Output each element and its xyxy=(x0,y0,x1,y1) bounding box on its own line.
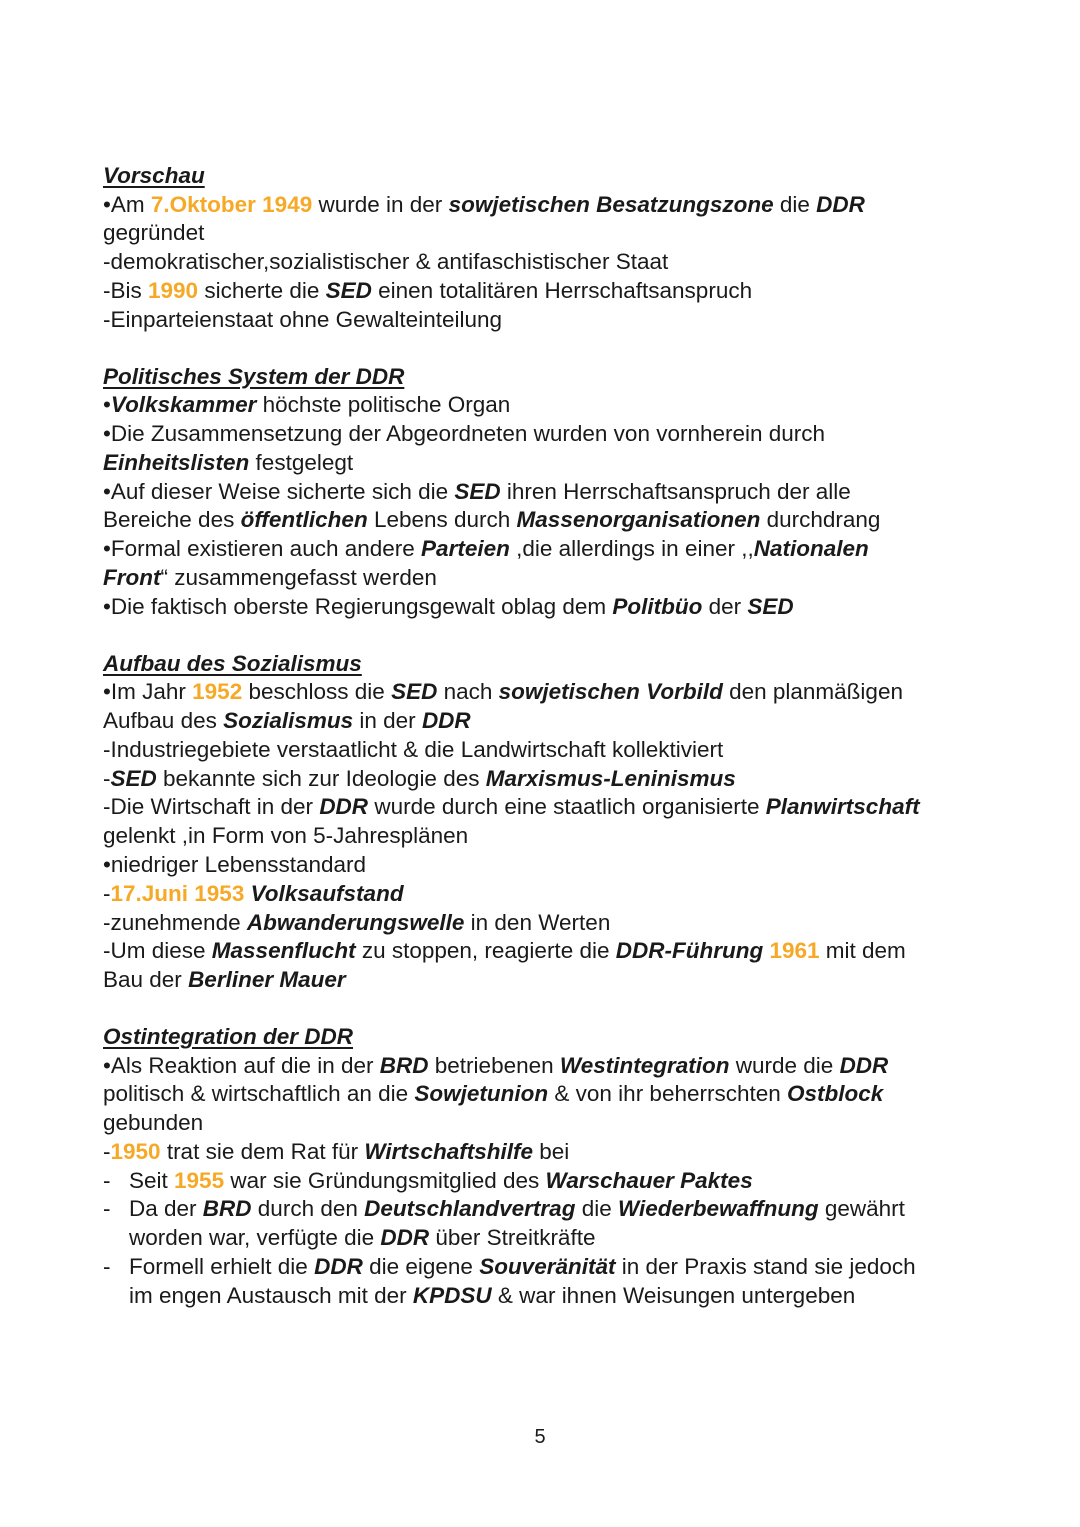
text-line xyxy=(103,593,983,622)
text-line xyxy=(103,678,983,707)
emphasis-term: Wirtschaftshilfe xyxy=(364,1138,533,1164)
text-run: die xyxy=(575,1196,618,1222)
text-line xyxy=(103,1052,983,1081)
text-run: -demokratischer,sozialistischer & antifaschistischer Staat xyxy=(103,249,669,275)
emphasis-term: DDR xyxy=(816,191,865,217)
text-run: wurde in der xyxy=(312,191,449,217)
text-run: sicherte die xyxy=(198,277,326,303)
text-line xyxy=(103,765,983,794)
emphasis-term: Front xyxy=(103,564,161,590)
text-run: betriebenen xyxy=(428,1052,560,1078)
text-run: worden war, verfügte die xyxy=(129,1225,381,1251)
section xyxy=(103,650,983,995)
text-line xyxy=(103,707,983,736)
page-number: 5 xyxy=(534,1426,546,1448)
text-run: Lebens durch xyxy=(367,507,517,533)
section xyxy=(103,1023,983,1311)
text-line xyxy=(103,851,983,880)
text-run: Formell erhielt die xyxy=(129,1254,315,1280)
text-run: -Bis xyxy=(103,277,148,303)
emphasis-term: KPDSU xyxy=(412,1282,492,1308)
text-run: Seit xyxy=(129,1167,175,1193)
text-line xyxy=(103,248,983,277)
emphasis-term: SED xyxy=(391,679,438,705)
emphasis-term: öffentlichen xyxy=(240,507,368,533)
text-run: - xyxy=(103,765,111,791)
text-run: wurde durch eine staatlich organisierte xyxy=(368,794,766,820)
text-run: trat sie dem Rat für xyxy=(160,1138,365,1164)
text-line xyxy=(103,966,983,995)
emphasis-term: Planwirtschaft xyxy=(765,794,920,820)
emphasis-term: Abwanderungswelle xyxy=(246,909,465,935)
text-run: mit dem xyxy=(819,938,906,964)
emphasis-term: Parteien xyxy=(421,536,510,562)
text-run: wurde die xyxy=(729,1052,840,1078)
emphasis-term: BRD xyxy=(202,1196,252,1222)
text-line xyxy=(103,1195,983,1224)
text-line xyxy=(103,191,983,220)
text-run: über Streitkräfte xyxy=(429,1225,596,1251)
section xyxy=(103,162,983,335)
text-line xyxy=(103,478,983,507)
highlighted-date: 1952 xyxy=(192,679,243,705)
text-line xyxy=(103,506,983,535)
emphasis-term: SED xyxy=(325,277,372,303)
emphasis-term: Volksaufstand xyxy=(250,880,404,906)
text-run: durch den xyxy=(251,1196,365,1222)
section-title: Vorschau xyxy=(103,163,205,188)
text-line xyxy=(103,420,983,449)
text-run: •Im Jahr xyxy=(103,679,193,705)
text-line xyxy=(103,1109,983,1138)
text-run: im engen Austausch mit der xyxy=(129,1282,413,1308)
text-run: ihren Herrschaftsanspruch der alle xyxy=(500,478,851,504)
emphasis-term: DDR xyxy=(380,1225,430,1251)
text-run: •niedriger Lebensstandard xyxy=(103,851,367,877)
highlighted-date: 1950 xyxy=(110,1138,161,1164)
text-line xyxy=(103,1253,983,1282)
highlighted-date: 1955 xyxy=(174,1167,225,1193)
emphasis-term: BRD xyxy=(379,1052,429,1078)
text-run: •Die Zusammensetzung der Abgeordneten wurden von vornherein durch xyxy=(103,420,826,446)
section-title: Ostintegration der DDR xyxy=(103,1023,354,1049)
text-run: in den Werten xyxy=(464,909,611,935)
text-run: •Formal existieren auch andere xyxy=(103,536,422,562)
text-run: Aufbau des xyxy=(103,707,224,733)
emphasis-term: SED xyxy=(454,478,501,504)
text-line xyxy=(103,277,983,306)
text-run: nach xyxy=(437,679,499,705)
text-line xyxy=(103,449,983,478)
text-run: -Um diese xyxy=(103,938,212,964)
text-line xyxy=(103,1138,983,1167)
text-line xyxy=(103,219,983,248)
section-title: Politisches System der DDR xyxy=(103,363,405,389)
text-line xyxy=(103,1080,983,1109)
text-run: bekannte sich zur Ideologie des xyxy=(156,765,486,791)
text-run: • xyxy=(103,392,111,418)
text-run: gelenkt ,in Form von 5-Jahresplänen xyxy=(103,823,469,849)
emphasis-term: DDR xyxy=(319,794,369,820)
emphasis-term: DDR xyxy=(839,1052,889,1078)
text-run: Da der xyxy=(129,1196,203,1222)
emphasis-term: Wiederbewaffnung xyxy=(617,1196,819,1222)
text-run: Bau der xyxy=(103,967,189,993)
emphasis-term: Massenflucht xyxy=(211,938,356,964)
text-run: gebunden xyxy=(103,1110,204,1136)
emphasis-term: Warschauer Paktes xyxy=(545,1167,753,1193)
emphasis-term: DDR xyxy=(421,707,471,733)
highlighted-date: 7.Oktober 1949 xyxy=(150,191,313,217)
text-run: “ zusammengefasst werden xyxy=(160,564,437,590)
emphasis-term: Volkskammer xyxy=(110,392,257,418)
text-line xyxy=(103,909,983,938)
text-line xyxy=(103,880,983,909)
emphasis-term: Massenorganisationen xyxy=(516,507,761,533)
emphasis-term: Marxismus-Leninismus xyxy=(485,765,736,791)
highlighted-date: 1961 xyxy=(769,938,820,964)
text-run: die eigene xyxy=(362,1254,480,1280)
emphasis-term: Einheitslisten xyxy=(103,449,250,475)
text-run: bei xyxy=(532,1138,570,1164)
page-content xyxy=(103,162,983,1339)
section-title: Aufbau des Sozialismus xyxy=(103,650,362,676)
text-run: durchdrang xyxy=(760,507,881,533)
emphasis-term: sowjetischen Besatzungszone xyxy=(448,191,774,217)
text-run: gewährt xyxy=(818,1196,905,1222)
text-run: & von ihr beherrschten xyxy=(548,1081,788,1107)
emphasis-term: Deutschlandvertrag xyxy=(364,1196,576,1222)
emphasis-term: DDR xyxy=(314,1254,363,1280)
text-line xyxy=(103,937,983,966)
emphasis-term: Sowjetunion xyxy=(414,1081,549,1107)
text-run: zu stoppen, reagierte die xyxy=(355,938,616,964)
text-run: politisch & wirtschaftlich an die xyxy=(103,1081,415,1107)
text-line xyxy=(103,564,983,593)
text-run: in der Praxis stand sie jedoch xyxy=(615,1254,916,1280)
text-run: den planmäßigen xyxy=(722,679,903,705)
emphasis-term: Berliner Mauer xyxy=(188,967,346,993)
section xyxy=(103,363,983,622)
emphasis-term: DDR-Führung xyxy=(615,938,764,964)
text-run: Bereiche des xyxy=(103,507,241,533)
text-run: -Die Wirtschaft in der xyxy=(103,794,320,820)
text-line xyxy=(103,1167,983,1196)
text-run: •Am xyxy=(103,191,151,217)
text-run: - xyxy=(103,880,111,906)
text-run: festgelegt xyxy=(249,449,354,475)
text-run: - xyxy=(103,1138,111,1164)
emphasis-term: SED xyxy=(110,765,157,791)
text-line xyxy=(103,306,983,335)
emphasis-term: Souveränität xyxy=(479,1254,616,1280)
emphasis-term: sowjetischen Vorbild xyxy=(498,679,723,705)
text-run: beschloss die xyxy=(242,679,392,705)
text-line xyxy=(103,822,983,851)
text-line xyxy=(103,1282,983,1311)
text-run: -zunehmende xyxy=(103,909,247,935)
text-run: -Einparteienstaat ohne Gewalteinteilung xyxy=(103,306,503,332)
text-run: gegründet xyxy=(103,220,205,246)
emphasis-term: Sozialismus xyxy=(223,707,354,733)
emphasis-term: Ostblock xyxy=(787,1081,884,1107)
text-run: •Die faktisch oberste Regierungsgewalt oblag dem xyxy=(103,593,613,619)
text-run: in der xyxy=(353,707,422,733)
text-run: ,die allerdings in einer ,, xyxy=(509,536,754,562)
text-run: •Als Reaktion auf die in der xyxy=(103,1052,380,1078)
emphasis-term: Nationalen xyxy=(753,536,869,562)
text-run: & war ihnen Weisungen untergeben xyxy=(491,1282,856,1308)
text-line xyxy=(103,793,983,822)
text-line xyxy=(103,391,983,420)
text-run: •Auf dieser Weise sicherte sich die xyxy=(103,478,455,504)
text-line xyxy=(103,736,983,765)
text-run: -Industriegebiete verstaatlicht & die Landwirtschaft kollektiviert xyxy=(103,736,724,762)
emphasis-term: Politbüo xyxy=(612,593,703,619)
text-run: einen totalitären Herrschaftsanspruch xyxy=(371,277,753,303)
emphasis-term: Westintegration xyxy=(559,1052,730,1078)
text-run: war sie Gründungsmitglied des xyxy=(224,1167,546,1193)
highlighted-date: 17.Juni 1953 xyxy=(110,880,245,906)
text-line xyxy=(103,535,983,564)
text-run: der xyxy=(702,593,748,619)
text-line xyxy=(103,1224,983,1253)
text-run: die xyxy=(773,191,817,217)
text-run: höchste politische Organ xyxy=(256,392,511,418)
highlighted-date: 1990 xyxy=(148,277,199,303)
emphasis-term: SED xyxy=(747,593,794,619)
